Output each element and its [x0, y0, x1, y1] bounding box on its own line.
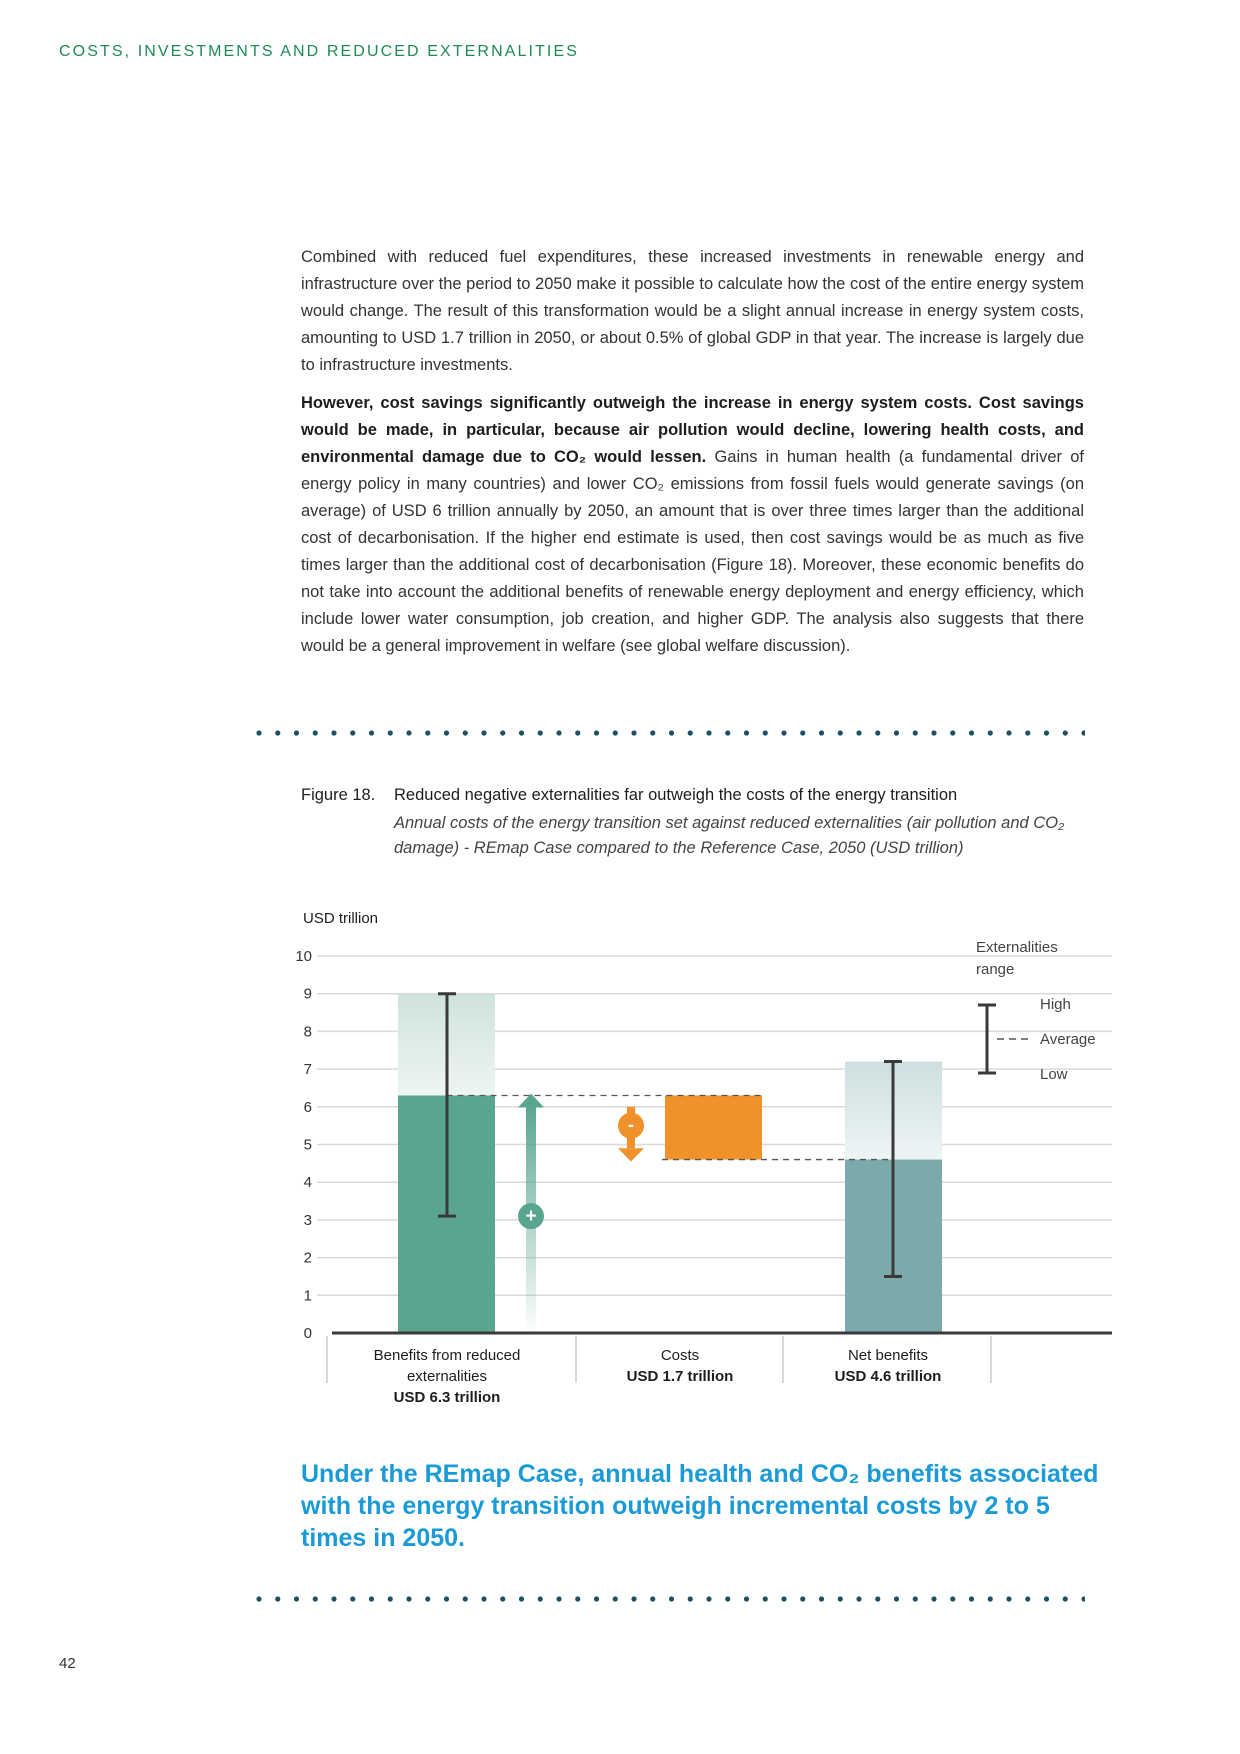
legend-low: Low [1040, 1066, 1068, 1083]
divider-dot [294, 730, 299, 735]
divider-dot [875, 730, 880, 735]
divider-dot [1081, 730, 1085, 735]
divider-dot [481, 1596, 486, 1601]
divider-dot [856, 730, 861, 735]
category-name: Costs [660, 1347, 700, 1364]
divider-dot [556, 1596, 561, 1601]
divider-dot [838, 730, 843, 735]
divider-dot [1044, 730, 1049, 735]
divider-dot [838, 1596, 843, 1601]
externalities-chart [290, 890, 1120, 1410]
divider-dot [950, 1596, 955, 1601]
legend-average: Average [1040, 1031, 1096, 1048]
y-tick-label: 0 [303, 1325, 312, 1342]
divider-dot [688, 730, 693, 735]
divider-dot [313, 1596, 318, 1601]
divider-dot [894, 1596, 899, 1601]
divider-dot [1063, 730, 1068, 735]
divider-dot [519, 1596, 524, 1601]
divider-dot [313, 730, 318, 735]
divider-dot [819, 730, 824, 735]
divider-dot [725, 730, 730, 735]
legend-title: Externalities [976, 939, 1058, 956]
divider-dot [631, 1596, 636, 1601]
section-header: COSTS, INVESTMENTS AND REDUCED EXTERNALITIES [59, 43, 580, 60]
minus-sign: - [628, 1114, 634, 1135]
y-tick-label: 8 [303, 1023, 312, 1041]
divider-dot [781, 730, 786, 735]
divider-dot [988, 1596, 993, 1601]
divider-dot [1025, 730, 1030, 735]
divider-dot [744, 1596, 749, 1601]
category-value-label: USD 4.6 trillion [834, 1368, 942, 1385]
divider-dot [950, 730, 955, 735]
divider-dot [556, 730, 561, 735]
divider-dot [331, 730, 336, 735]
y-axis-label: USD trillion [303, 910, 379, 927]
divider-dot [575, 730, 580, 735]
y-tick-label: 1 [303, 1287, 312, 1305]
divider-dot [500, 730, 505, 735]
divider-dot [444, 1596, 449, 1601]
divider-dot [594, 730, 599, 735]
divider-dot [1025, 1596, 1030, 1601]
divider-dot [594, 1596, 599, 1601]
divider-dot [613, 730, 618, 735]
y-tick-label: 9 [303, 985, 312, 1003]
divider-dot [331, 1596, 336, 1601]
divider-dot [725, 1596, 730, 1601]
divider-dot [613, 1596, 618, 1601]
dotted-divider-bottom [255, 1595, 1085, 1603]
paragraph-1: Combined with reduced fuel expenditures, these increased investments in renewable energy and infrastructure over the period to 2050 make it possible to calculate how the cost of the entire energy system would change. The result of this transformation would be a slight annual increase in energy system costs, amounting to USD 1.7 trillion in 2050, or about 0.5% of global GDP in that year. The increase is largely due to infrastructure investments. [301, 248, 1084, 374]
y-tick-label: 2 [303, 1249, 312, 1267]
divider-dot [388, 730, 393, 735]
figure-label: Figure 18. [301, 786, 376, 804]
costs-bar [665, 1095, 762, 1159]
divider-dot [650, 1596, 655, 1601]
divider-dot [481, 730, 486, 735]
divider-dot [1006, 1596, 1011, 1601]
divider-dot [931, 730, 936, 735]
y-tick-label: 10 [295, 948, 312, 965]
divider-dot [294, 1596, 299, 1601]
divider-dot [913, 730, 918, 735]
paragraph-2 [301, 390, 1084, 660]
divider-dot [875, 1596, 880, 1601]
divider-dot [763, 730, 768, 735]
y-tick-label: 4 [303, 1174, 312, 1192]
divider-dot [519, 730, 524, 735]
divider-dot [894, 730, 899, 735]
divider-dot [1006, 730, 1011, 735]
category-value-label: USD 6.3 trillion [393, 1389, 501, 1406]
divider-dot [538, 730, 543, 735]
legend-title-line2: range [976, 961, 1015, 978]
divider-dot [406, 730, 411, 735]
divider-dot [350, 730, 355, 735]
divider-dot [1063, 1596, 1068, 1601]
figure-subtitle: Annual costs of the energy transition set against reduced externalities (air pollution and CO₂ damage) - REmap Case compared to the Reference Case, 2050 (USD trillion) [394, 814, 1065, 857]
divider-dot [631, 730, 636, 735]
divider-dot [388, 1596, 393, 1601]
divider-dot [369, 730, 374, 735]
divider-dot [913, 1596, 918, 1601]
divider-dot [706, 1596, 711, 1601]
legend-high: High [1040, 996, 1071, 1013]
x-category-label [374, 1347, 521, 1406]
divider-dot [931, 1596, 936, 1601]
divider-dot [425, 1596, 430, 1601]
y-tick-label: 7 [303, 1061, 312, 1079]
divider-dot [706, 730, 711, 735]
page-number: 42 [59, 1655, 76, 1672]
down-arrow-icon [618, 1148, 644, 1161]
divider-dot [463, 1596, 468, 1601]
plus-sign: + [525, 1206, 537, 1228]
divider-dot [856, 1596, 861, 1601]
divider-dot [669, 730, 674, 735]
divider-dot [688, 1596, 693, 1601]
divider-dot [369, 1596, 374, 1601]
divider-dot [406, 1596, 411, 1601]
category-name: Benefits from reduced [373, 1347, 521, 1364]
body-text [301, 244, 1084, 671]
x-category-label [627, 1347, 734, 1385]
category-value-label: USD 1.7 trillion [626, 1368, 734, 1385]
divider-dot [969, 1596, 974, 1601]
divider-dot [275, 730, 280, 735]
divider-dot [538, 1596, 543, 1601]
divider-dot [444, 730, 449, 735]
divider-dot [1044, 1596, 1049, 1601]
divider-dot [1081, 1596, 1085, 1601]
divider-dot [800, 1596, 805, 1601]
y-tick-label: 5 [303, 1136, 312, 1154]
x-category-label [835, 1347, 942, 1385]
dotted-divider-top [255, 729, 1085, 737]
y-tick-label: 6 [303, 1098, 312, 1116]
figure-title: Reduced negative externalities far outweigh the costs of the energy transition [394, 786, 958, 804]
divider-dot [744, 730, 749, 735]
divider-dot [350, 1596, 355, 1601]
divider-dot [819, 1596, 824, 1601]
category-name: Net benefits [847, 1347, 929, 1364]
divider-dot [275, 1596, 280, 1601]
divider-dot [669, 1596, 674, 1601]
divider-dot [650, 730, 655, 735]
divider-dot [256, 730, 261, 735]
category-name-line2: externalities [406, 1368, 488, 1385]
y-tick-label: 3 [303, 1211, 312, 1229]
divider-dot [800, 730, 805, 735]
divider-dot [763, 1596, 768, 1601]
divider-dot [425, 730, 430, 735]
divider-dot [500, 1596, 505, 1601]
paragraph-2-rest: Gains in human health (a fundamental driver of energy policy in many countries) and lower CO₂ emissions from fossil fuels would generate savings (on average) of USD 6 trillion annually by 2050, an amount that is over three times larger than the additional cost of decarbonisation. If the higher end estimate is used, then cost savings would be as much as five times larger than the additional cost of decarbonisation (Figure 18). Moreover, these economic benefits do not take into account the additional benefits of renewable energy deployment and energy efficiency, which include lower water consumption, job creation, and higher GDP. The analysis also suggests that there would be a general improvement in welfare (see global welfare discussion). [301, 448, 1085, 655]
divider-dot [463, 730, 468, 735]
divider-dot [575, 1596, 580, 1601]
divider-dot [988, 730, 993, 735]
divider-dot [256, 1596, 261, 1601]
paragraph-2-bold: However, cost savings significantly outweigh the increase in energy system costs. Cost savings would be made, in particular, because air pollution would decline, lowering health costs, and environmental damage due to CO₂ would lessen. [301, 394, 1084, 466]
divider-dot [781, 1596, 786, 1601]
key-message-callout: Under the REmap Case, annual health and CO₂ benefits associated with the energy transition outweigh incremental costs by 2 to 5 times in 2050. [301, 1460, 1099, 1552]
divider-dot [969, 730, 974, 735]
